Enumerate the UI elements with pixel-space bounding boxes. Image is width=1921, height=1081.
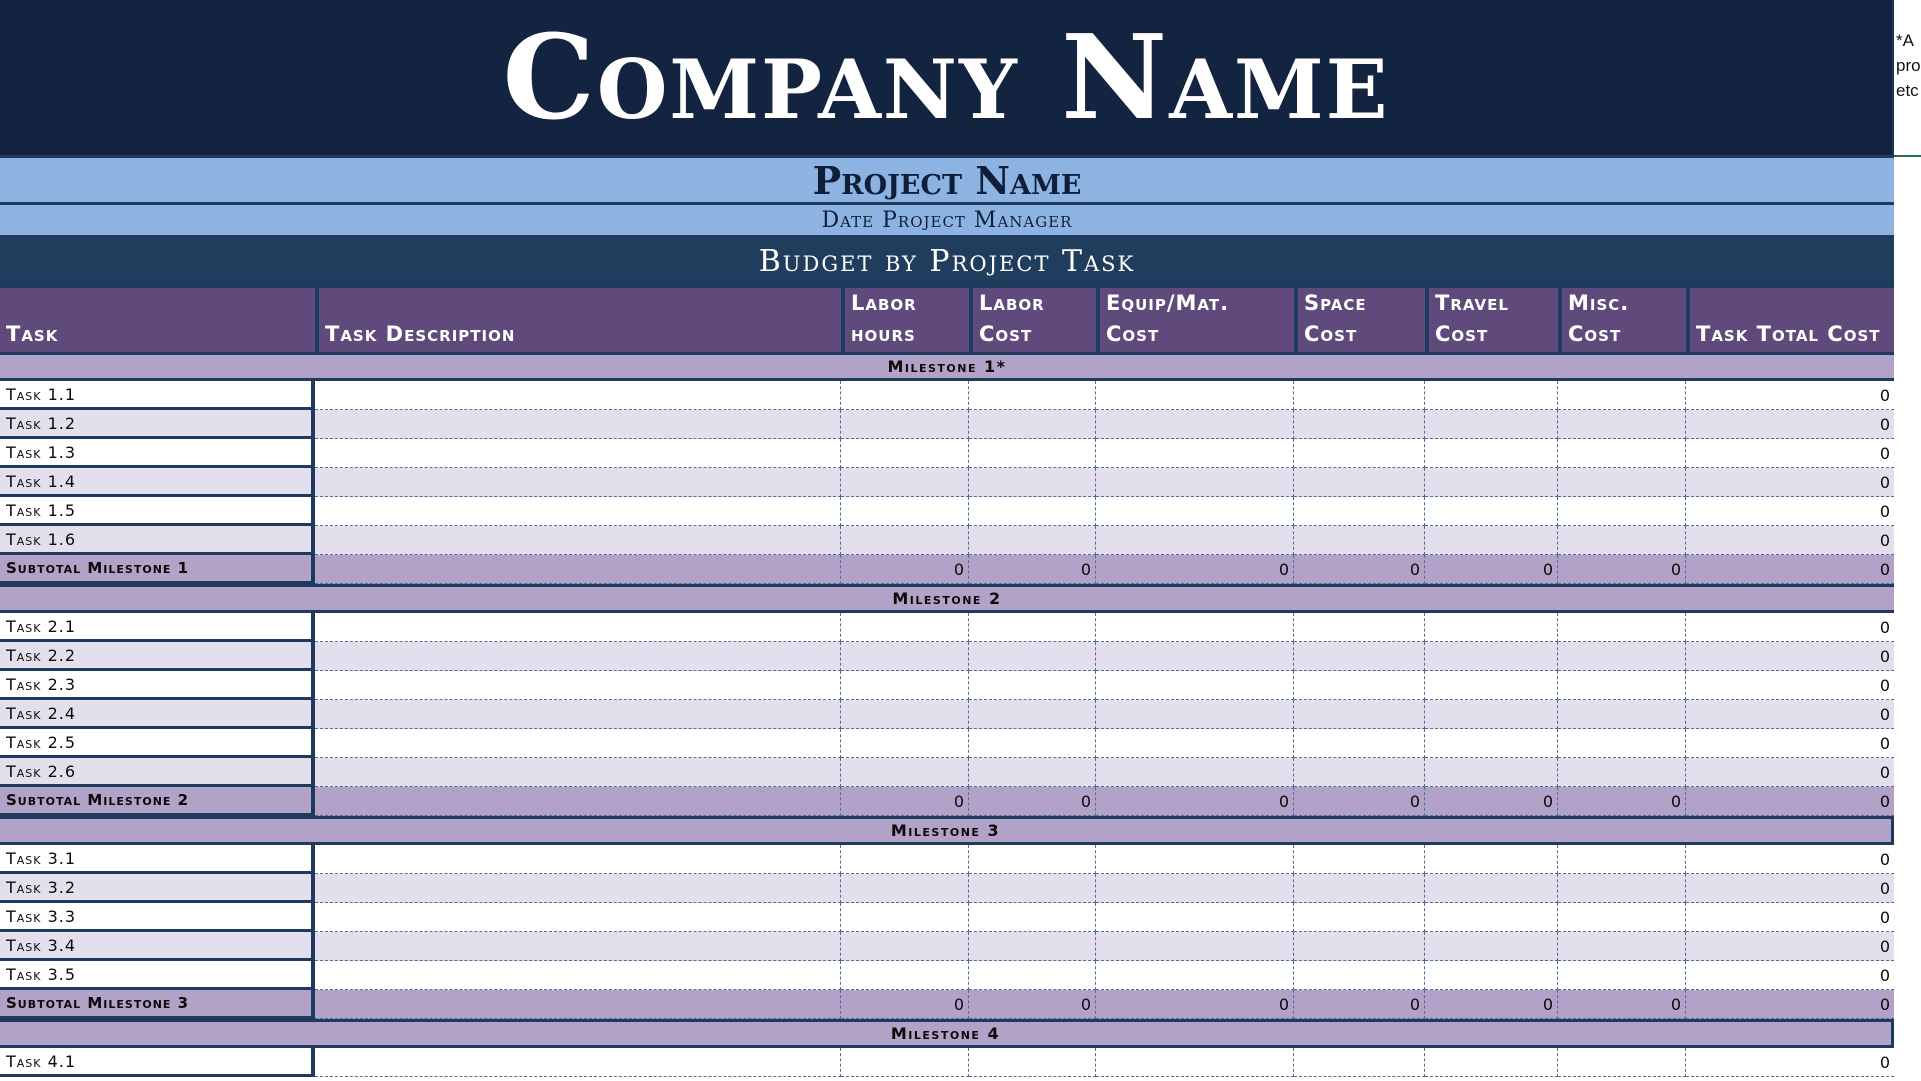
travel-cost-cell[interactable]: [1425, 1048, 1558, 1077]
column-header-space-cost[interactable]: Space Cost: [1294, 288, 1425, 352]
task-description-cell[interactable]: [315, 700, 841, 729]
labor-cost-cell[interactable]: [969, 468, 1096, 497]
labor-cost-cell[interactable]: [969, 729, 1096, 758]
subtotal-row: [0, 787, 1894, 816]
task-total-cell[interactable]: 0: [1686, 671, 1894, 700]
task-row: [0, 845, 1894, 874]
space-cost-cell[interactable]: [1294, 903, 1425, 932]
subtotal-label-cell[interactable]: Subtotal Milestone 2: [0, 787, 315, 816]
milestone-title: Milestone 2: [892, 589, 1002, 608]
subtotal-total-cell[interactable]: 0: [1686, 787, 1894, 816]
labor-cost-cell[interactable]: [969, 1048, 1096, 1077]
equip-cost-cell[interactable]: [1096, 497, 1294, 526]
side-note[interactable]: [1896, 28, 1921, 108]
labor-cost-cell[interactable]: [969, 845, 1096, 874]
task-name-cell[interactable]: Task 1.5: [0, 497, 315, 526]
task-total-cell[interactable]: 0: [1686, 468, 1894, 497]
travel-cost-cell[interactable]: [1425, 932, 1558, 961]
misc-cost-cell[interactable]: [1558, 1048, 1686, 1077]
task-description-cell[interactable]: [315, 729, 841, 758]
subtotal-space-cost-cell[interactable]: 0: [1294, 787, 1425, 816]
labor-cost-cell[interactable]: [969, 932, 1096, 961]
equip-cost-cell[interactable]: [1096, 729, 1294, 758]
task-total-cell[interactable]: 0: [1686, 700, 1894, 729]
equip-cost-cell[interactable]: [1096, 1048, 1294, 1077]
task-name-cell[interactable]: Task 2.6: [0, 758, 315, 787]
task-row: [0, 758, 1894, 787]
milestone-title: Milestone 3: [890, 821, 1001, 840]
task-name-cell[interactable]: Task 1.2: [0, 410, 315, 439]
subtotal-total-cell[interactable]: 0: [1686, 555, 1894, 584]
labor-cost-cell[interactable]: [969, 497, 1096, 526]
travel-cost-cell[interactable]: [1425, 526, 1558, 555]
subtotal-misc-cost-cell[interactable]: 0: [1558, 787, 1686, 816]
task-name-cell[interactable]: Task 3.1: [0, 845, 315, 874]
travel-cost-cell[interactable]: [1425, 729, 1558, 758]
equip-cost-cell[interactable]: [1096, 671, 1294, 700]
labor-hours-cell[interactable]: [841, 410, 969, 439]
subtotal-equip-cost-cell[interactable]: 0: [1096, 990, 1294, 1019]
space-cost-cell[interactable]: [1294, 439, 1425, 468]
task-description-cell[interactable]: [315, 410, 841, 439]
labor-cost-cell[interactable]: [969, 903, 1096, 932]
labor-hours-cell[interactable]: [841, 845, 969, 874]
subtotal-equip-cost-cell[interactable]: 0: [1096, 787, 1294, 816]
side-note-line: *A: [1896, 31, 1914, 50]
task-total-cell[interactable]: 0: [1686, 642, 1894, 671]
subtotal-description-cell[interactable]: [315, 555, 841, 584]
travel-cost-cell[interactable]: [1425, 613, 1558, 642]
subtotal-travel-cost-cell[interactable]: 0: [1425, 787, 1558, 816]
subtotal-total-cell[interactable]: 0: [1686, 990, 1894, 1019]
space-cost-cell[interactable]: [1294, 961, 1425, 990]
task-row: [0, 1048, 1894, 1077]
travel-cost-cell[interactable]: [1425, 874, 1558, 903]
subtotal-description-cell[interactable]: [315, 990, 841, 1019]
space-cost-cell[interactable]: [1294, 613, 1425, 642]
task-name-cell[interactable]: Task 2.2: [0, 642, 315, 671]
task-total-cell[interactable]: 0: [1686, 845, 1894, 874]
labor-hours-cell[interactable]: [841, 903, 969, 932]
task-total-cell[interactable]: 0: [1686, 410, 1894, 439]
subtotal-description-cell[interactable]: [315, 787, 841, 816]
labor-cost-cell[interactable]: [969, 874, 1096, 903]
subtotal-travel-cost-cell[interactable]: 0: [1425, 555, 1558, 584]
misc-cost-cell[interactable]: [1558, 671, 1686, 700]
equip-cost-cell[interactable]: [1096, 758, 1294, 787]
task-row: [0, 700, 1894, 729]
task-row: [0, 468, 1894, 497]
misc-cost-cell[interactable]: [1558, 642, 1686, 671]
labor-hours-cell[interactable]: [841, 468, 969, 497]
labor-cost-cell[interactable]: [969, 671, 1096, 700]
misc-cost-cell[interactable]: [1558, 845, 1686, 874]
misc-cost-cell[interactable]: [1558, 439, 1686, 468]
task-row: [0, 729, 1894, 758]
project-name-cell[interactable]: [0, 155, 1894, 205]
space-cost-cell[interactable]: [1294, 497, 1425, 526]
task-total-cell[interactable]: 0: [1686, 613, 1894, 642]
column-header-row: [0, 288, 1894, 352]
equip-cost-cell[interactable]: [1096, 845, 1294, 874]
budget-title-cell[interactable]: [0, 238, 1894, 288]
subtotal-label-cell[interactable]: Subtotal Milestone 3: [0, 990, 315, 1019]
misc-cost-cell[interactable]: [1558, 381, 1686, 410]
misc-cost-cell[interactable]: [1558, 874, 1686, 903]
space-cost-cell[interactable]: [1294, 526, 1425, 555]
task-name-cell[interactable]: Task 2.3: [0, 671, 315, 700]
equip-cost-cell[interactable]: [1096, 642, 1294, 671]
labor-cost-cell[interactable]: [969, 381, 1096, 410]
task-name-cell[interactable]: Task 2.5: [0, 729, 315, 758]
equip-cost-cell[interactable]: [1096, 526, 1294, 555]
task-total-cell[interactable]: 0: [1686, 729, 1894, 758]
labor-hours-cell[interactable]: [841, 729, 969, 758]
subtotal-space-cost-cell[interactable]: 0: [1294, 555, 1425, 584]
labor-hours-cell[interactable]: [841, 1048, 969, 1077]
task-row: [0, 613, 1894, 642]
column-header-labor-cost[interactable]: Labor Cost: [969, 288, 1096, 352]
column-header-task-total-cost[interactable]: Task Total Cost: [1686, 288, 1894, 352]
subtotal-equip-cost-cell[interactable]: 0: [1096, 555, 1294, 584]
project-name: Project Name: [812, 157, 1082, 203]
space-cost-cell[interactable]: [1294, 671, 1425, 700]
subtotal-label-cell[interactable]: Subtotal Milestone 1: [0, 555, 315, 584]
equip-cost-cell[interactable]: [1096, 874, 1294, 903]
task-description-cell[interactable]: [315, 1048, 841, 1077]
labor-cost-cell[interactable]: [969, 439, 1096, 468]
travel-cost-cell[interactable]: [1425, 903, 1558, 932]
travel-cost-cell[interactable]: [1425, 642, 1558, 671]
travel-cost-cell[interactable]: [1425, 439, 1558, 468]
travel-cost-cell[interactable]: [1425, 961, 1558, 990]
labor-hours-cell[interactable]: [841, 497, 969, 526]
task-total-cell[interactable]: 0: [1686, 1048, 1894, 1077]
labor-hours-cell[interactable]: [841, 700, 969, 729]
travel-cost-cell[interactable]: [1425, 497, 1558, 526]
equip-cost-cell[interactable]: [1096, 410, 1294, 439]
subtotal-misc-cost-cell[interactable]: 0: [1558, 555, 1686, 584]
space-cost-cell[interactable]: [1294, 410, 1425, 439]
equip-cost-cell[interactable]: [1096, 903, 1294, 932]
milestone-header[interactable]: [0, 1019, 1894, 1048]
task-description-cell[interactable]: [315, 874, 841, 903]
task-total-cell[interactable]: 0: [1686, 526, 1894, 555]
column-header-misc-cost[interactable]: Misc. Cost: [1558, 288, 1686, 352]
labor-cost-cell[interactable]: [969, 526, 1096, 555]
task-total-cell[interactable]: 0: [1686, 497, 1894, 526]
task-description-cell[interactable]: [315, 613, 841, 642]
milestone-header[interactable]: [0, 352, 1894, 381]
labor-hours-cell[interactable]: [841, 671, 969, 700]
subtotal-row: [0, 990, 1894, 1019]
side-note-line: pro: [1896, 56, 1921, 75]
task-row: [0, 381, 1894, 410]
task-name-cell[interactable]: Task 4.1: [0, 1048, 315, 1077]
task-total-cell[interactable]: 0: [1686, 381, 1894, 410]
labor-cost-cell[interactable]: [969, 758, 1096, 787]
travel-cost-cell[interactable]: [1425, 468, 1558, 497]
subtotal-row: [0, 555, 1894, 584]
misc-cost-cell[interactable]: [1558, 468, 1686, 497]
task-row: [0, 874, 1894, 903]
side-note-line: etc: [1896, 81, 1919, 100]
milestone-header[interactable]: [0, 584, 1894, 613]
space-cost-cell[interactable]: [1294, 642, 1425, 671]
labor-hours-cell[interactable]: [841, 961, 969, 990]
travel-cost-cell[interactable]: [1425, 671, 1558, 700]
subtotal-labor-cost-cell[interactable]: 0: [969, 787, 1096, 816]
misc-cost-cell[interactable]: [1558, 729, 1686, 758]
task-name-cell[interactable]: Task 3.3: [0, 903, 315, 932]
task-description-cell[interactable]: [315, 381, 841, 410]
task-row: [0, 642, 1894, 671]
task-description-cell[interactable]: [315, 845, 841, 874]
labor-hours-cell[interactable]: [841, 758, 969, 787]
task-total-cell[interactable]: 0: [1686, 874, 1894, 903]
task-total-cell[interactable]: 0: [1686, 961, 1894, 990]
misc-cost-cell[interactable]: [1558, 758, 1686, 787]
labor-hours-cell[interactable]: [841, 642, 969, 671]
date-project-manager: Date Project Manager: [821, 207, 1073, 233]
task-row: [0, 903, 1894, 932]
column-header-travel-cost[interactable]: Travel Cost: [1425, 288, 1558, 352]
task-row: [0, 961, 1894, 990]
labor-cost-cell[interactable]: [969, 410, 1096, 439]
travel-cost-cell[interactable]: [1425, 381, 1558, 410]
labor-cost-cell[interactable]: [969, 642, 1096, 671]
labor-hours-cell[interactable]: [841, 874, 969, 903]
labor-cost-cell[interactable]: [969, 700, 1096, 729]
task-description-cell[interactable]: [315, 642, 841, 671]
misc-cost-cell[interactable]: [1558, 410, 1686, 439]
space-cost-cell[interactable]: [1294, 700, 1425, 729]
labor-hours-cell[interactable]: [841, 381, 969, 410]
date-pm-cell[interactable]: [0, 205, 1894, 238]
equip-cost-cell[interactable]: [1096, 961, 1294, 990]
subtotal-labor-cost-cell[interactable]: 0: [969, 990, 1096, 1019]
space-cost-cell[interactable]: [1294, 932, 1425, 961]
task-name-cell[interactable]: Task 1.4: [0, 468, 315, 497]
subtotal-labor-hours-cell[interactable]: 0: [841, 990, 969, 1019]
task-description-cell[interactable]: [315, 671, 841, 700]
task-row: [0, 671, 1894, 700]
company-name: Company Name: [502, 9, 1390, 146]
task-row: [0, 526, 1894, 555]
misc-cost-cell[interactable]: [1558, 700, 1686, 729]
space-cost-cell[interactable]: [1294, 468, 1425, 497]
task-row: [0, 410, 1894, 439]
travel-cost-cell[interactable]: [1425, 410, 1558, 439]
column-header-task-description[interactable]: Task Description: [315, 288, 841, 352]
column-header-task[interactable]: Task: [6, 322, 59, 346]
space-cost-cell[interactable]: [1294, 845, 1425, 874]
space-cost-cell[interactable]: [1294, 758, 1425, 787]
subtotal-labor-hours-cell[interactable]: 0: [841, 787, 969, 816]
equip-cost-cell[interactable]: [1096, 613, 1294, 642]
subtotal-labor-hours-cell[interactable]: 0: [841, 555, 969, 584]
cell-border-line: [1894, 155, 1921, 157]
task-row: [0, 439, 1894, 468]
labor-hours-cell[interactable]: [841, 932, 969, 961]
task-description-cell[interactable]: [315, 468, 841, 497]
task-name-cell[interactable]: Task 3.4: [0, 932, 315, 961]
milestone-header[interactable]: [0, 816, 1894, 845]
task-description-cell[interactable]: [315, 932, 841, 961]
task-total-cell[interactable]: 0: [1686, 932, 1894, 961]
misc-cost-cell[interactable]: [1558, 613, 1686, 642]
task-total-cell[interactable]: 0: [1686, 903, 1894, 932]
labor-cost-cell[interactable]: [969, 961, 1096, 990]
task-description-cell[interactable]: [315, 903, 841, 932]
travel-cost-cell[interactable]: [1425, 845, 1558, 874]
misc-cost-cell[interactable]: [1558, 497, 1686, 526]
task-row: [0, 932, 1894, 961]
task-name-cell[interactable]: Task 1.3: [0, 439, 315, 468]
task-row: [0, 497, 1894, 526]
task-total-cell[interactable]: 0: [1686, 758, 1894, 787]
labor-hours-cell[interactable]: [841, 439, 969, 468]
equip-cost-cell[interactable]: [1096, 381, 1294, 410]
space-cost-cell[interactable]: [1294, 729, 1425, 758]
task-name-cell[interactable]: Task 3.5: [0, 961, 315, 990]
task-description-cell[interactable]: [315, 526, 841, 555]
budget-title: Budget by Project Task: [758, 244, 1136, 279]
equip-cost-cell[interactable]: [1096, 932, 1294, 961]
space-cost-cell[interactable]: [1294, 874, 1425, 903]
task-description-cell[interactable]: [315, 961, 841, 990]
equip-cost-cell[interactable]: [1096, 468, 1294, 497]
labor-hours-cell[interactable]: [841, 613, 969, 642]
task-description-cell[interactable]: [315, 758, 841, 787]
misc-cost-cell[interactable]: [1558, 526, 1686, 555]
task-description-cell[interactable]: [315, 497, 841, 526]
column-header-equip-cost[interactable]: Equip/Mat. Cost: [1096, 288, 1294, 352]
task-name-cell[interactable]: Task 2.4: [0, 700, 315, 729]
subtotal-misc-cost-cell[interactable]: 0: [1558, 990, 1686, 1019]
misc-cost-cell[interactable]: [1558, 932, 1686, 961]
milestone-title: Milestone 4: [890, 1024, 1001, 1043]
equip-cost-cell[interactable]: [1096, 439, 1294, 468]
task-description-cell[interactable]: [315, 439, 841, 468]
misc-cost-cell[interactable]: [1558, 903, 1686, 932]
task-name-cell[interactable]: Task 1.1: [0, 381, 315, 410]
subtotal-labor-cost-cell[interactable]: 0: [969, 555, 1096, 584]
space-cost-cell[interactable]: [1294, 381, 1425, 410]
misc-cost-cell[interactable]: [1558, 961, 1686, 990]
subtotal-travel-cost-cell[interactable]: 0: [1425, 990, 1558, 1019]
labor-cost-cell[interactable]: [969, 613, 1096, 642]
equip-cost-cell[interactable]: [1096, 700, 1294, 729]
travel-cost-cell[interactable]: [1425, 700, 1558, 729]
subtotal-space-cost-cell[interactable]: 0: [1294, 990, 1425, 1019]
labor-hours-cell[interactable]: [841, 526, 969, 555]
task-name-cell[interactable]: Task 2.1: [0, 613, 315, 642]
task-name-cell[interactable]: Task 1.6: [0, 526, 315, 555]
company-name-cell[interactable]: [0, 0, 1894, 155]
travel-cost-cell[interactable]: [1425, 758, 1558, 787]
column-header-labor-hours[interactable]: Labor hours: [841, 288, 969, 352]
task-name-cell[interactable]: Task 3.2: [0, 874, 315, 903]
milestone-title: Milestone 1*: [887, 357, 1007, 376]
task-total-cell[interactable]: 0: [1686, 439, 1894, 468]
space-cost-cell[interactable]: [1294, 1048, 1425, 1077]
